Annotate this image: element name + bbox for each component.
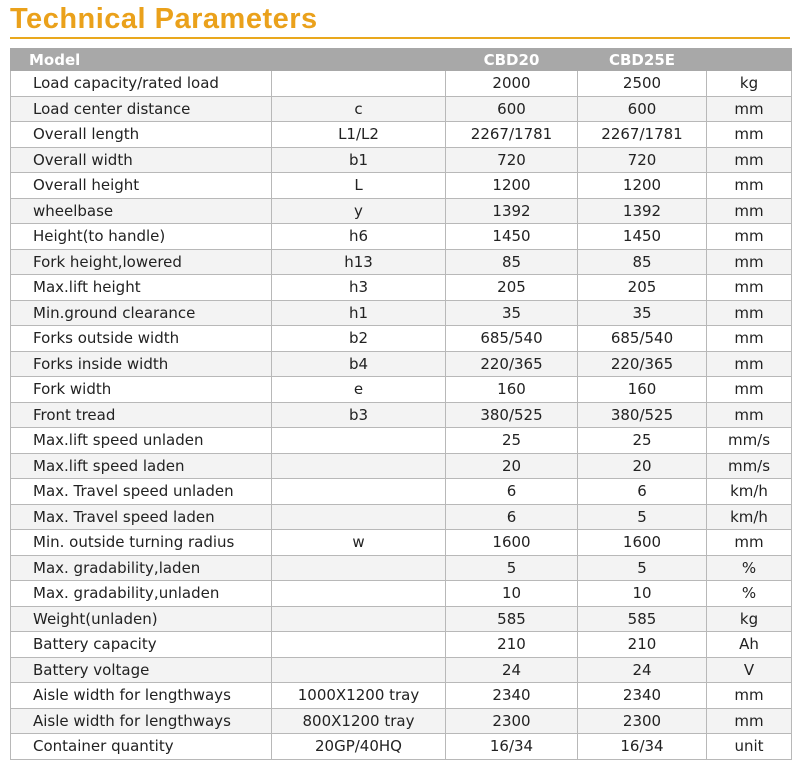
value-cbd25e: 1600 <box>578 530 707 556</box>
header-unit <box>707 49 792 71</box>
value-cbd25e: 205 <box>578 275 707 301</box>
value-cbd20: 1450 <box>446 224 578 250</box>
param-name: Battery voltage <box>11 657 272 683</box>
param-unit: mm/s <box>707 428 792 454</box>
param-name: Max.lift height <box>11 275 272 301</box>
param-name: Max. Travel speed unladen <box>11 479 272 505</box>
value-cbd25e: 6 <box>578 479 707 505</box>
param-symbol: b1 <box>272 147 446 173</box>
param-name: Aisle width for lengthways <box>11 683 272 709</box>
value-cbd25e: 5 <box>578 504 707 530</box>
param-symbol: 800X1200 tray <box>272 708 446 734</box>
param-name: Max.lift speed laden <box>11 453 272 479</box>
value-cbd20: 210 <box>446 632 578 658</box>
table-row <box>11 147 792 173</box>
page-title: Technical Parameters <box>10 3 318 35</box>
table-row <box>11 657 792 683</box>
param-name: Forks inside width <box>11 351 272 377</box>
value-cbd25e: 25 <box>578 428 707 454</box>
param-unit: mm <box>707 147 792 173</box>
param-symbol: w <box>272 530 446 556</box>
param-symbol: b4 <box>272 351 446 377</box>
value-cbd25e: 1450 <box>578 224 707 250</box>
param-symbol <box>272 504 446 530</box>
param-unit: Ah <box>707 632 792 658</box>
value-cbd20: 2340 <box>446 683 578 709</box>
param-unit: mm <box>707 96 792 122</box>
param-unit: mm <box>707 249 792 275</box>
value-cbd25e: 220/365 <box>578 351 707 377</box>
param-symbol: h13 <box>272 249 446 275</box>
table-row <box>11 581 792 607</box>
value-cbd20: 85 <box>446 249 578 275</box>
param-unit: mm <box>707 530 792 556</box>
value-cbd25e: 720 <box>578 147 707 173</box>
value-cbd25e: 2500 <box>578 71 707 97</box>
value-cbd20: 6 <box>446 479 578 505</box>
value-cbd25e: 2300 <box>578 708 707 734</box>
param-unit: V <box>707 657 792 683</box>
param-unit: % <box>707 555 792 581</box>
table-row <box>11 71 792 97</box>
value-cbd25e: 585 <box>578 606 707 632</box>
value-cbd20: 16/34 <box>446 734 578 760</box>
param-name: Fork height,lowered <box>11 249 272 275</box>
param-symbol: h1 <box>272 300 446 326</box>
param-unit: mm <box>707 173 792 199</box>
param-symbol: y <box>272 198 446 224</box>
header-row <box>11 49 792 71</box>
value-cbd20: 1392 <box>446 198 578 224</box>
param-symbol: L <box>272 173 446 199</box>
table-row <box>11 224 792 250</box>
table-row <box>11 428 792 454</box>
param-name: Max. gradability,laden <box>11 555 272 581</box>
value-cbd20: 5 <box>446 555 578 581</box>
param-unit: mm/s <box>707 453 792 479</box>
value-cbd25e: 685/540 <box>578 326 707 352</box>
table-row <box>11 632 792 658</box>
param-name: wheelbase <box>11 198 272 224</box>
table-row <box>11 683 792 709</box>
table-row <box>11 173 792 199</box>
value-cbd25e: 210 <box>578 632 707 658</box>
table-row <box>11 122 792 148</box>
header-cbd20: CBD20 <box>446 49 578 71</box>
param-symbol <box>272 632 446 658</box>
param-unit: % <box>707 581 792 607</box>
table-row <box>11 530 792 556</box>
spec-table-body <box>11 71 792 760</box>
value-cbd20: 2267/1781 <box>446 122 578 148</box>
param-unit: km/h <box>707 504 792 530</box>
param-symbol <box>272 71 446 97</box>
value-cbd25e: 35 <box>578 300 707 326</box>
table-row <box>11 300 792 326</box>
value-cbd25e: 20 <box>578 453 707 479</box>
param-name: Overall width <box>11 147 272 173</box>
param-unit: unit <box>707 734 792 760</box>
param-name: Max. Travel speed laden <box>11 504 272 530</box>
param-name: Max.lift speed unladen <box>11 428 272 454</box>
table-row <box>11 326 792 352</box>
value-cbd25e: 1392 <box>578 198 707 224</box>
param-unit: kg <box>707 606 792 632</box>
param-symbol <box>272 428 446 454</box>
value-cbd25e: 160 <box>578 377 707 403</box>
param-name: Front tread <box>11 402 272 428</box>
value-cbd20: 10 <box>446 581 578 607</box>
value-cbd25e: 2340 <box>578 683 707 709</box>
header-symbol <box>272 49 446 71</box>
table-row <box>11 249 792 275</box>
param-symbol: h6 <box>272 224 446 250</box>
value-cbd20: 720 <box>446 147 578 173</box>
param-name: Min.ground clearance <box>11 300 272 326</box>
param-name: Min. outside turning radius <box>11 530 272 556</box>
spec-table <box>10 48 792 760</box>
value-cbd20: 1600 <box>446 530 578 556</box>
param-unit: mm <box>707 402 792 428</box>
value-cbd25e: 5 <box>578 555 707 581</box>
table-row <box>11 504 792 530</box>
param-symbol <box>272 479 446 505</box>
param-name: Weight(unladen) <box>11 606 272 632</box>
param-unit: mm <box>707 122 792 148</box>
param-name: Height(to handle) <box>11 224 272 250</box>
value-cbd20: 35 <box>446 300 578 326</box>
value-cbd20: 585 <box>446 606 578 632</box>
value-cbd20: 2300 <box>446 708 578 734</box>
param-name: Max. gradability,unladen <box>11 581 272 607</box>
param-symbol: L1/L2 <box>272 122 446 148</box>
value-cbd20: 600 <box>446 96 578 122</box>
table-row <box>11 555 792 581</box>
param-unit: mm <box>707 683 792 709</box>
table-row <box>11 96 792 122</box>
param-symbol <box>272 555 446 581</box>
param-unit: mm <box>707 224 792 250</box>
param-symbol: c <box>272 96 446 122</box>
value-cbd25e: 380/525 <box>578 402 707 428</box>
param-unit: mm <box>707 275 792 301</box>
param-name: Fork width <box>11 377 272 403</box>
value-cbd20: 380/525 <box>446 402 578 428</box>
param-unit: mm <box>707 708 792 734</box>
table-row <box>11 402 792 428</box>
param-name: Aisle width for lengthways <box>11 708 272 734</box>
title-underline <box>10 37 790 39</box>
value-cbd25e: 600 <box>578 96 707 122</box>
param-unit: mm <box>707 198 792 224</box>
value-cbd20: 220/365 <box>446 351 578 377</box>
table-row <box>11 734 792 760</box>
value-cbd20: 25 <box>446 428 578 454</box>
param-symbol: h3 <box>272 275 446 301</box>
param-name: Battery capacity <box>11 632 272 658</box>
param-name: Forks outside width <box>11 326 272 352</box>
value-cbd25e: 1200 <box>578 173 707 199</box>
param-symbol <box>272 453 446 479</box>
param-name: Load capacity/rated load <box>11 71 272 97</box>
value-cbd25e: 2267/1781 <box>578 122 707 148</box>
param-symbol <box>272 581 446 607</box>
param-name: Overall length <box>11 122 272 148</box>
table-row <box>11 275 792 301</box>
table-row <box>11 453 792 479</box>
value-cbd25e: 10 <box>578 581 707 607</box>
param-unit: km/h <box>707 479 792 505</box>
value-cbd20: 24 <box>446 657 578 683</box>
value-cbd20: 205 <box>446 275 578 301</box>
value-cbd25e: 24 <box>578 657 707 683</box>
value-cbd25e: 85 <box>578 249 707 275</box>
param-unit: kg <box>707 71 792 97</box>
param-symbol: b3 <box>272 402 446 428</box>
value-cbd20: 6 <box>446 504 578 530</box>
param-symbol: 20GP/40HQ <box>272 734 446 760</box>
param-symbol: 1000X1200 tray <box>272 683 446 709</box>
value-cbd20: 2000 <box>446 71 578 97</box>
header-cbd25e: CBD25E <box>578 49 707 71</box>
table-row <box>11 708 792 734</box>
table-row <box>11 606 792 632</box>
param-unit: mm <box>707 326 792 352</box>
param-symbol: b2 <box>272 326 446 352</box>
param-symbol <box>272 606 446 632</box>
param-symbol <box>272 657 446 683</box>
value-cbd20: 20 <box>446 453 578 479</box>
header-model: Model <box>11 49 272 71</box>
table-row <box>11 377 792 403</box>
param-unit: mm <box>707 377 792 403</box>
value-cbd20: 160 <box>446 377 578 403</box>
param-name: Overall height <box>11 173 272 199</box>
param-unit: mm <box>707 300 792 326</box>
param-symbol: e <box>272 377 446 403</box>
table-row <box>11 351 792 377</box>
value-cbd25e: 16/34 <box>578 734 707 760</box>
value-cbd20: 1200 <box>446 173 578 199</box>
param-name: Load center distance <box>11 96 272 122</box>
table-row <box>11 198 792 224</box>
table-row <box>11 479 792 505</box>
param-unit: mm <box>707 351 792 377</box>
param-name: Container quantity <box>11 734 272 760</box>
value-cbd20: 685/540 <box>446 326 578 352</box>
